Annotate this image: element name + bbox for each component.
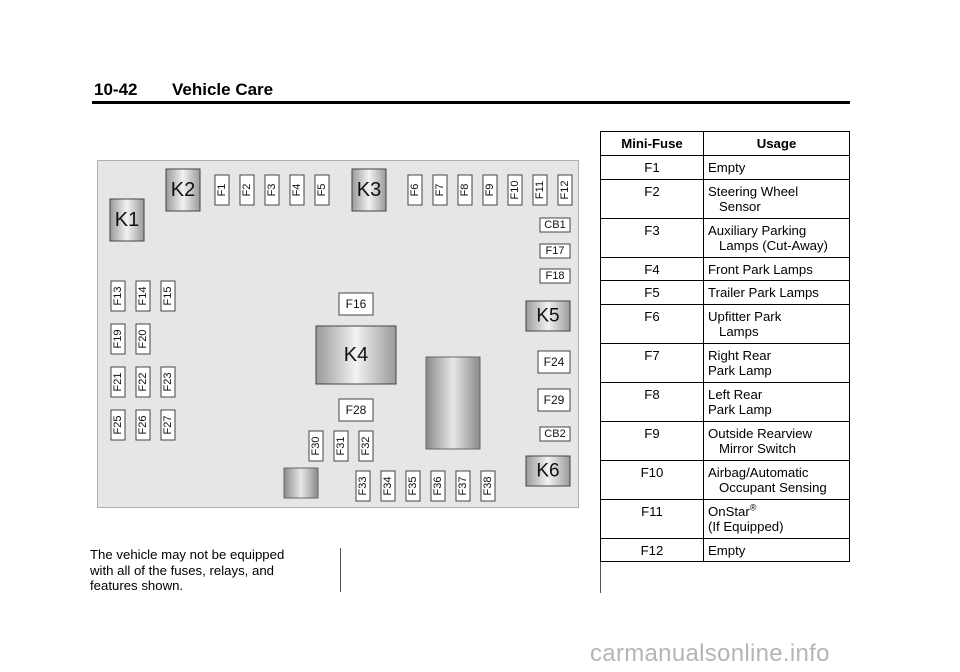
table-row xyxy=(601,421,850,460)
component-label-f32: F32 xyxy=(360,436,372,456)
component-label-f20: F20 xyxy=(137,329,149,349)
usage-line: Trailer Park Lamps xyxy=(708,285,819,300)
usage-line: Empty xyxy=(708,542,746,558)
usage-line: (If Equipped) xyxy=(708,519,784,534)
fuse-usage xyxy=(704,538,850,562)
table-row xyxy=(601,499,850,538)
fuse-usage xyxy=(704,257,850,281)
fuse-usage xyxy=(704,382,850,421)
usage-line: Auxiliary Parking xyxy=(708,222,807,238)
component-label-f18: F18 xyxy=(545,270,565,282)
component-label-f8: F8 xyxy=(459,183,471,197)
component-label-f5: F5 xyxy=(316,183,328,197)
fuse-id: F4 xyxy=(601,257,704,281)
equipment-note xyxy=(90,547,330,594)
page-number: 10-42 xyxy=(94,80,138,99)
usage-line: Lamps xyxy=(719,324,759,339)
column-divider-left xyxy=(340,548,341,592)
usage-line: Empty xyxy=(708,160,746,175)
usage-text: OnStar xyxy=(708,503,750,519)
component-label-f19: F19 xyxy=(112,329,124,349)
fuse-usage xyxy=(704,343,850,382)
fuse-usage xyxy=(704,179,850,218)
usage-line xyxy=(708,504,845,520)
fuse-usage xyxy=(704,218,850,257)
component-label-k2: K2 xyxy=(170,179,196,201)
fuse-id: F8 xyxy=(601,382,704,421)
table-row xyxy=(601,538,850,562)
component-label-f1: F1 xyxy=(216,183,228,197)
component-label-k1: K1 xyxy=(114,209,140,231)
note-line: with all of the fuses, relays, and xyxy=(90,562,274,578)
component-label-f35: F35 xyxy=(407,476,419,496)
column-header-usage: Usage xyxy=(704,132,850,156)
fuse-usage xyxy=(704,460,850,499)
component-label-f21: F21 xyxy=(112,372,124,392)
table-row xyxy=(601,304,850,343)
fuse-id: F11 xyxy=(601,499,704,538)
usage-line: Left Rear xyxy=(708,386,763,402)
fuse-block-svg xyxy=(98,161,578,507)
component-label-f26: F26 xyxy=(137,415,149,435)
usage-line: Lamps (Cut-Away) xyxy=(719,238,828,253)
component-label-f34: F34 xyxy=(382,476,394,496)
fuse-id: F3 xyxy=(601,218,704,257)
component-label-k5: K5 xyxy=(536,305,560,327)
component-label-f23: F23 xyxy=(162,372,174,392)
table-row xyxy=(601,281,850,305)
table-row xyxy=(601,257,850,281)
note-line: features shown. xyxy=(90,578,184,594)
watermark: carmanualsonline.info xyxy=(590,640,830,667)
usage-line: Right Rear xyxy=(708,347,772,363)
usage-line: Park Lamp xyxy=(708,402,772,417)
component-label-f2: F2 xyxy=(241,183,253,197)
component-label-f4: F4 xyxy=(291,183,303,197)
component-label-f28: F28 xyxy=(345,403,367,417)
usage-line: Park Lamp xyxy=(708,363,772,378)
component-label-k3: K3 xyxy=(356,179,382,201)
section-title: Vehicle Care xyxy=(172,80,274,99)
fuse-usage xyxy=(704,499,850,538)
mini-fuse-table xyxy=(600,131,850,562)
table-row xyxy=(601,343,850,382)
unlabeled-small-block xyxy=(284,468,318,498)
table-row xyxy=(601,179,850,218)
component-label-f24: F24 xyxy=(543,355,565,369)
table-header-row xyxy=(601,132,850,156)
table-row xyxy=(601,382,850,421)
table-row xyxy=(601,460,850,499)
component-label-f38: F38 xyxy=(482,476,494,496)
component-label-f17: F17 xyxy=(545,245,565,257)
component-label-f36: F36 xyxy=(432,476,444,496)
fuse-id: F2 xyxy=(601,179,704,218)
component-label-f3: F3 xyxy=(266,183,278,197)
fuse-id: F7 xyxy=(601,343,704,382)
component-label-f27: F27 xyxy=(162,415,174,435)
fuse-usage xyxy=(704,156,850,180)
component-label-f37: F37 xyxy=(457,476,469,496)
fuse-id: F10 xyxy=(601,460,704,499)
usage-line: Occupant Sensing xyxy=(719,480,827,495)
component-label-f9: F9 xyxy=(484,183,496,197)
fuse-id: F6 xyxy=(601,304,704,343)
usage-line: Mirror Switch xyxy=(719,441,796,456)
component-label-f15: F15 xyxy=(162,286,174,306)
component-label-f7: F7 xyxy=(434,183,446,197)
component-label-f11: F11 xyxy=(534,180,546,200)
component-label-cb1: CB1 xyxy=(544,219,566,231)
fuse-usage xyxy=(704,304,850,343)
component-label-f12: F12 xyxy=(559,180,571,200)
component-label-cb2: CB2 xyxy=(544,428,566,440)
note-line: The vehicle may not be equipped xyxy=(90,547,285,562)
component-label-f6: F6 xyxy=(409,183,421,197)
component-label-f14: F14 xyxy=(137,286,149,306)
component-label-f31: F31 xyxy=(335,436,347,456)
fuse-usage xyxy=(704,421,850,460)
usage-line: Airbag/Automatic xyxy=(708,464,809,480)
fuse-id: F12 xyxy=(601,538,704,562)
component-label-k6: K6 xyxy=(536,460,560,482)
component-label-k4: K4 xyxy=(343,344,369,366)
component-label-f29: F29 xyxy=(543,393,565,407)
fuse-block-diagram xyxy=(97,160,579,508)
component-label-f22: F22 xyxy=(137,372,149,392)
usage-line: Upfitter Park xyxy=(708,308,782,324)
table-row xyxy=(601,156,850,180)
fuse-id: F5 xyxy=(601,281,704,305)
usage-line: Front Park Lamps xyxy=(708,261,813,277)
fuse-usage xyxy=(704,281,850,305)
usage-line: Sensor xyxy=(719,199,761,214)
column-header-mini-fuse: Mini-Fuse xyxy=(601,132,704,156)
fuse-id: F1 xyxy=(601,156,704,180)
component-label-f30: F30 xyxy=(310,436,322,456)
usage-line: Outside Rearview xyxy=(708,425,813,441)
page-header xyxy=(94,80,273,100)
unlabeled-relay-block xyxy=(426,357,480,449)
component-label-f10: F10 xyxy=(509,180,521,200)
component-label-f33: F33 xyxy=(357,476,369,496)
fuse-id: F9 xyxy=(601,421,704,460)
header-rule xyxy=(92,101,850,104)
component-label-f13: F13 xyxy=(112,286,124,306)
registered-mark: ® xyxy=(749,502,757,513)
component-label-f16: F16 xyxy=(345,297,367,311)
table-row xyxy=(601,218,850,257)
component-label-f25: F25 xyxy=(112,415,124,435)
usage-line: Steering Wheel xyxy=(708,183,799,199)
